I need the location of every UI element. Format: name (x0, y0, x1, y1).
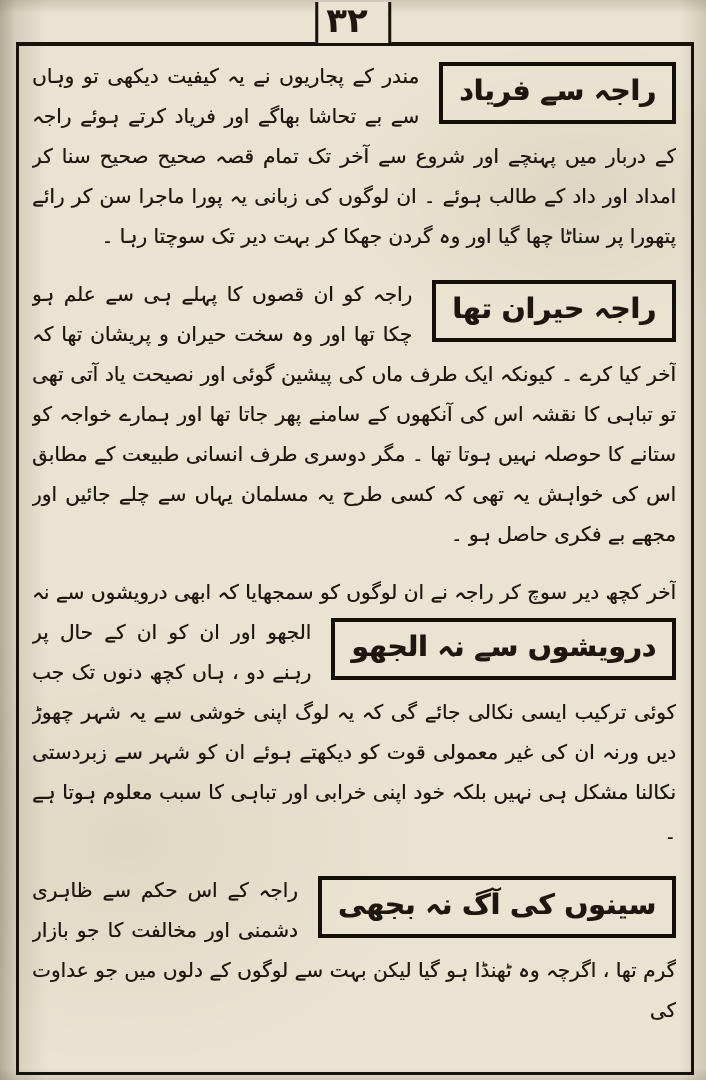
section-paragraph (32, 56, 676, 256)
section-heading-text: راجہ سے فریاد (459, 74, 656, 107)
section-raja-hairan-tha (32, 274, 676, 554)
heading-box-raja-hairan-tha (432, 280, 676, 342)
section-heading-text: راجہ حیران تھا (452, 292, 656, 325)
page-content (32, 56, 676, 1070)
section-lead-text: آخر کچھ دیر سوچ کر راجہ نے ان لوگوں کو سمجھایا کہ ابھی درویشوں (90, 580, 676, 604)
heading-box-seenon-ki-aag-na-bujhi (318, 876, 676, 938)
section-heading-text: سینوں کی آگ نہ بجھی (337, 888, 656, 921)
section-body-text: راجہ کے اس حکم سے ظاہری دشمنی اور مخالفت کا جو بازار گرم تھا ، اگرچہ وہ ٹھنڈا ہو گیا لیکن بہت سے لوگوں کے دلوں میں جو عداوت کی (32, 878, 676, 1022)
section-paragraph (32, 274, 676, 554)
section-raja-se-faryad (32, 56, 676, 256)
section-body-text: راجہ کو ان قصوں کا پہلے ہی سے علم ہو چکا تھا اور وہ سخت حیران و پریشان تھا کہ آخر کیا کرے ۔ کیونکہ ایک طرف ماں کی پیشین گوئی اور نصیحت یاد آتی تھی تو تباہی کا نقشہ اس کی آنکھوں کے سامنے پھر جاتا تھا اور ہمارے خواجہ کو ستانے کا حوصلہ نہیں ہوتا تھا ۔ مگر دوسری طرف انسانی طبیعت کے مطابق اس کی خواہش یہ تھی کہ کسی طرح یہ مسلمان یہاں سے چلے جائیں اور مجھے بے فکری حاصل ہو ۔ (32, 282, 676, 546)
section-paragraph (32, 870, 676, 1030)
section-body-text: سے نہ الجھو اور ان کو ان کے حال پر رہنے دو ، ہاں کچھ دنوں تک جب کوئی ترکیب ایسی نکالی جائے گی کہ یہ لوگ اپنی خوشی سے یہ شہر چھوڑ دیں ورنہ ان کی غیر معمولی قوت کو دیکھتے ہوئے ان کو شہر سے زبردستی نکالنا مشکل ہی نہیں بلکہ خود اپنی خرابی اور تباہی کا سبب معلوم ہوتا ہے ۔ (32, 580, 676, 844)
section-darweshon-se-na-uljho (32, 572, 676, 852)
section-seenon-ki-aag-na-bujhi (32, 870, 676, 1030)
heading-box-raja-se-faryad (439, 62, 676, 124)
heading-box-darweshon-se-na-uljho (331, 618, 676, 680)
section-heading-text: درویشوں سے نہ الجھو (351, 630, 656, 663)
section-paragraph (32, 572, 676, 852)
page-number-text: ۳۲ (326, 1, 368, 41)
page-number (315, 2, 391, 43)
section-body-text: مندر کے پجاریوں نے یہ کیفیت دیکھی تو وہاں سے بے تحاشا بھاگے اور فریاد کرتے ہوئے راجہ کے دربار میں پہنچے اور شروع سے آخر تک تمام قصہ صحیح صحیح سنا کر امداد اور داد کے طالب ہوئے ۔ ان لوگوں کی زبانی یہ پورا ماجرا سن کر رائے پتھورا پر سناٹا چھا گیا اور وہ گردن جھکا کر بہت دیر تک سوچتا رہا ۔ (32, 64, 676, 248)
